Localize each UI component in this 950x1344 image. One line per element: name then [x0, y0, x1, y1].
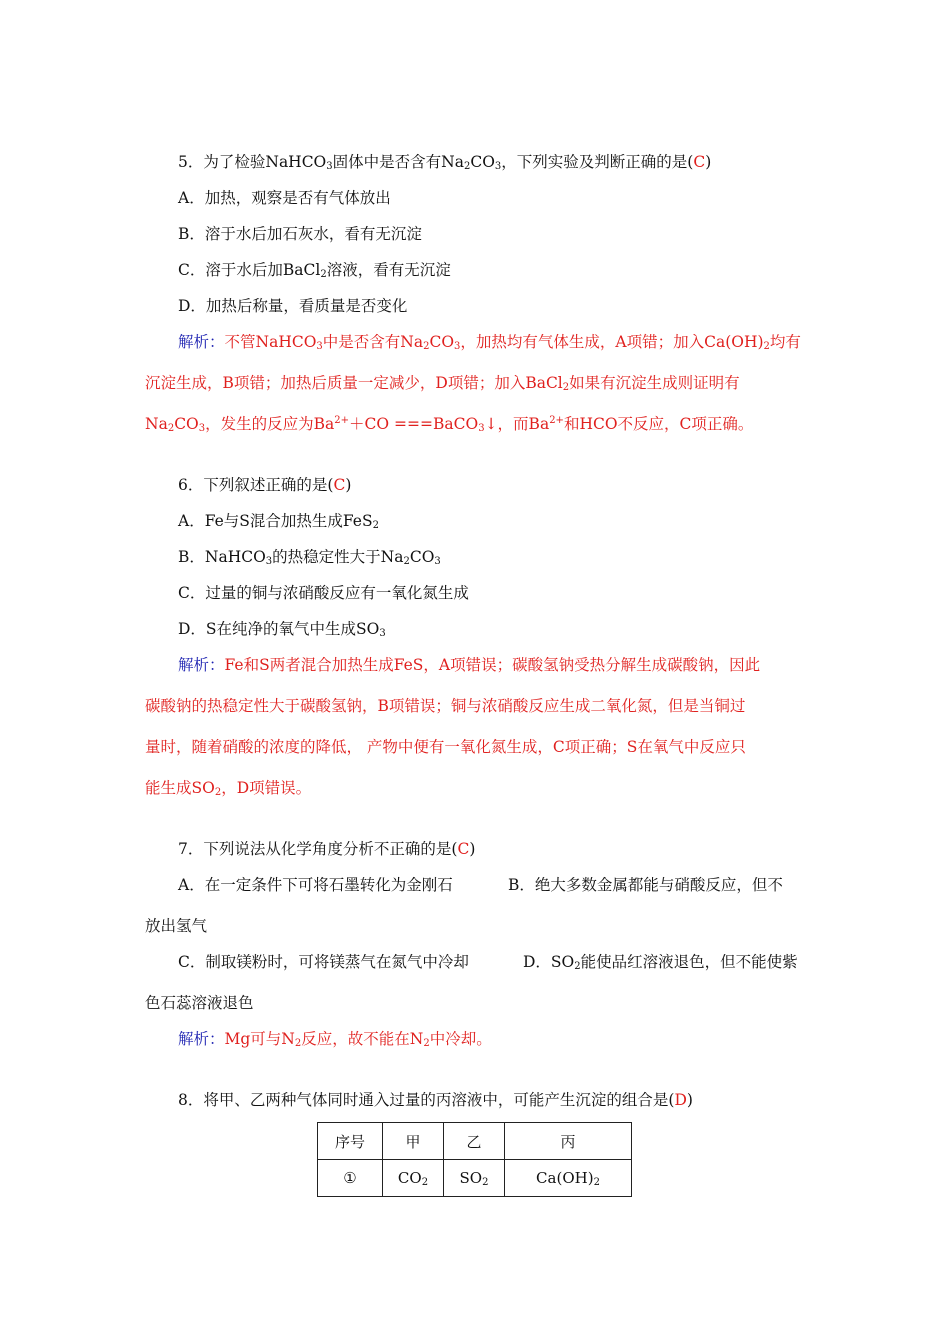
- q6-option-a: A．Fe与S混合加热生成FeS$_2$: [178, 512, 379, 531]
- table-header-cell: 丙: [505, 1123, 632, 1160]
- q5-analysis-line-3: $Na_2CO_3$，发生的反应为$Ba^{2+}+CO$ ===BaCO$_3$↓，而$Ba^{2+}$和HCO不反应，C项正确。: [145, 415, 754, 434]
- table-row: [318, 1160, 632, 1197]
- table-cell: $Ca(OH)_2$: [505, 1160, 632, 1197]
- q6-option-c: C．过量的铜与浓硝酸反应有一氧化氮生成: [178, 584, 469, 602]
- q7-option-c: C．制取镁粉时，可将镁蒸气在氮气中冷却: [178, 953, 469, 971]
- table-header-cell: 乙: [444, 1123, 505, 1160]
- q7-options-cd: [178, 952, 810, 972]
- q7-stem: 7．下列说法从化学角度分析不正确的是(C): [178, 840, 476, 858]
- table-cell: $SO_2$: [444, 1160, 505, 1197]
- q6-analysis-line-4: 能生成$SO_2$，D项错误。: [145, 779, 312, 798]
- table-cell: ①: [318, 1160, 383, 1197]
- q6-option-d: D．S在纯净的氧气中生成$SO_3$: [178, 620, 386, 639]
- q7-analysis-label: 解析：: [178, 1030, 225, 1048]
- q5-stem: 5．为了检验NaHCO$_3$固体中是否含有$Na_2CO_3$，下列实验及判断正确的是(C): [178, 153, 712, 172]
- q8-stem: 8．将甲、乙两种气体同时通入过量的丙溶液中，可能产生沉淀的组合是(D): [178, 1091, 693, 1109]
- q6-analysis-line-2: 碳酸钠的热稳定性大于碳酸氢钠，B项错误；铜与浓硝酸反应生成二氧化氮，但是当铜过: [145, 697, 746, 715]
- q7-options-ab: [178, 875, 810, 895]
- q7-answer: C: [457, 840, 470, 858]
- table-header-row: [318, 1123, 632, 1160]
- q5-option-c: C．溶于水后加BaCl$_2$溶液，看有无沉淀: [178, 261, 451, 280]
- q6-answer: C: [333, 476, 346, 494]
- q7-option-a: A．在一定条件下可将石墨转化为金刚石: [178, 876, 453, 894]
- q7-analysis-line-1: 解析：Mg可与$N_2$反应，故不能在$N_2$中冷却。: [178, 1030, 492, 1049]
- q6-option-b: B．NaHCO$_3$的热稳定性大于$Na_2CO_3$: [178, 548, 441, 567]
- q5-analysis-line-2: 沉淀生成，B项错；加热后质量一定减少，D项错；加入BaCl$_2$如果有沉淀生成则证明有: [145, 374, 740, 393]
- q7-option-d: D．$SO_2$能使品红溶液退色，但不能使紫: [523, 953, 798, 972]
- q7-option-b: B．绝大多数金属都能与硝酸反应，但不: [508, 876, 783, 894]
- q5-analysis-line-1: 解析：不管NaHCO$_3$中是否含有$Na_2CO_3$，加热均有气体生成，A项错；加入$Ca(OH)_2$均有: [178, 333, 801, 352]
- q5-option-a: A．加热，观察是否有气体放出: [178, 189, 391, 207]
- table-header-cell: 序号: [318, 1123, 383, 1160]
- q5-option-b: B．溶于水后加石灰水，看有无沉淀: [178, 225, 422, 243]
- q5-analysis-label: 解析：: [178, 333, 225, 351]
- q5-answer: C: [693, 153, 706, 171]
- q5-option-d: D．加热后称量，看质量是否变化: [178, 297, 408, 315]
- table-cell: $CO_2$: [383, 1160, 444, 1197]
- q7-option-b-cont: 放出氢气: [145, 917, 208, 935]
- q7-option-d-cont: 色石蕊溶液退色: [145, 994, 254, 1012]
- table-header-cell: 甲: [383, 1123, 444, 1160]
- q8-answer: D: [674, 1091, 687, 1109]
- q6-stem: 6．下列叙述正确的是(C): [178, 476, 352, 494]
- q8-table: [317, 1122, 632, 1197]
- q6-analysis-line-3: 量时，随着硝酸的浓度的降低， 产物中便有一氧化氮生成，C项正确；S在氧气中反应只: [145, 738, 746, 756]
- q6-analysis-label: 解析：: [178, 656, 225, 674]
- q6-analysis-line-1: 解析：Fe和S两者混合加热生成FeS，A项错误；碳酸氢钠受热分解生成碳酸钠，因此: [178, 656, 761, 674]
